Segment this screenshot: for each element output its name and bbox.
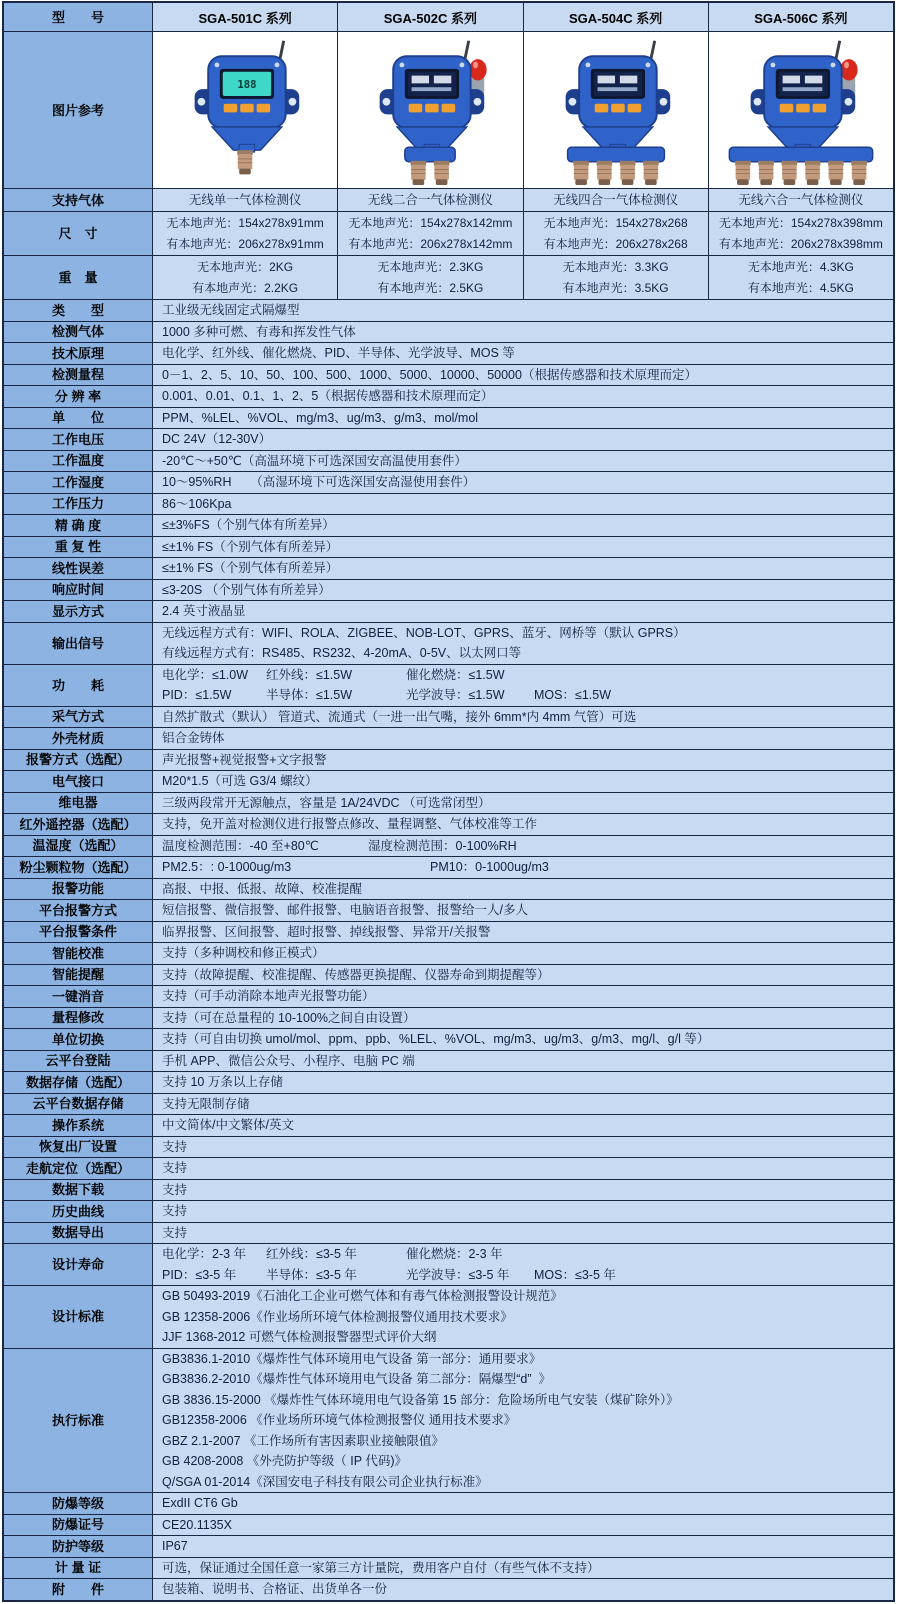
spec-row-36 — [4, 1114, 893, 1136]
spec-row-18 — [4, 727, 893, 749]
value-line: 铝合金铸体 — [162, 731, 225, 745]
value-segment — [534, 665, 893, 686]
row-label: 单位切换 — [4, 1029, 152, 1050]
spec-row-30 — [4, 985, 893, 1007]
model-value-1-3 — [708, 212, 893, 255]
value-line: 无线单一气体检测仪 — [188, 192, 302, 207]
value-line: 支持（可自由切换 umol/mol、ppm、ppb、%LEL、%VOL、mg/m3、ug/m3、g/m3、mg/l、g/l 等） — [162, 1032, 710, 1046]
row-label: 输出信号 — [4, 623, 152, 664]
spec-row-20 — [4, 770, 893, 792]
spec-value-cell — [152, 707, 893, 728]
device-1-sensor-illustration — [152, 33, 337, 186]
spec-row-48 — [4, 1557, 893, 1579]
spec-value-cell — [152, 1558, 893, 1579]
spec-row-22 — [4, 813, 893, 835]
spec-row-1 — [4, 321, 893, 343]
value-line: 临界报警、区间报警、超时报警、掉线报警、异常开/关报警 — [162, 924, 491, 939]
model-row-label: 型 号 — [4, 3, 152, 31]
row-label: 设计寿命 — [4, 1244, 152, 1285]
spec-value-cell — [152, 623, 893, 664]
value-segment: 光学波导：≤1.5W — [406, 688, 505, 702]
value-line: 10～95%RH （高湿环境下可选深国安高湿使用套件） — [162, 475, 476, 489]
spec-value-cell — [152, 750, 893, 771]
value-line: 支持（可手动消除本地声光报警功能） — [162, 989, 375, 1003]
row-label: 云平台数据存储 — [4, 1094, 152, 1115]
model-header-2: SGA-502C 系列 — [337, 3, 522, 31]
image-row — [4, 31, 893, 188]
model-value-0-0 — [152, 189, 337, 211]
row-label: 防护等级 — [4, 1536, 152, 1557]
value-line: JJF 1368-2012 可燃气体检测报警器型式评价大纲 — [162, 1330, 437, 1344]
row-label: 采气方式 — [4, 707, 152, 728]
value-line: ≤±1% FS（个别气体有所差异） — [162, 561, 339, 575]
spec-row-39 — [4, 1179, 893, 1201]
value-grid-line — [162, 1244, 893, 1265]
spec-value-cell — [152, 879, 893, 900]
value-segment: 半导体：≤1.5W — [266, 688, 353, 702]
value-line: 手机 APP、微信公众号、小程序、电脑 PC 端 — [162, 1053, 415, 1068]
row-label: 平台报警方式 — [4, 900, 152, 921]
row-label: 智能校准 — [4, 943, 152, 964]
value-segment: 电化学：2-3 年 — [162, 1247, 247, 1261]
value-line: 支持 — [162, 1182, 188, 1197]
row-label: 工作压力 — [4, 494, 152, 515]
spec-value-cell — [152, 601, 893, 622]
value-line: GB12358-2006 《作业场所环境气体检测报警仪 通用技术要求》 — [162, 1413, 517, 1427]
model-row-2 — [4, 255, 893, 299]
value-segment: 半导体：≤3-5 年 — [266, 1267, 357, 1282]
value-grid-line — [162, 836, 893, 857]
row-label: 检测气体 — [4, 322, 152, 343]
device-2-sensor-illustration — [337, 33, 522, 186]
spec-row-29 — [4, 964, 893, 986]
model-value-0-1 — [337, 189, 522, 211]
value-line: GB 3836.15-2000 《爆炸性气体环境用电气设备第 15 部分：危险场所电气安装（煤矿除外）》 — [162, 1392, 679, 1407]
spec-value-cell — [152, 494, 893, 515]
value-line: 无线二合一气体检测仪 — [367, 192, 493, 207]
row-label: 智能提醒 — [4, 965, 152, 986]
row-label: 红外遥控器（选配） — [4, 814, 152, 835]
row-label: 电气接口 — [4, 771, 152, 792]
value-line: 包装箱、说明书、合格证、出货单各一份 — [162, 1582, 388, 1596]
spec-value-cell — [152, 1536, 893, 1557]
spec-value-cell — [152, 408, 893, 429]
value-line: GB3836.1-2010《爆炸性气体环境用电气设备 第一部分：通用要求》 — [162, 1351, 542, 1366]
value-segment: 催化燃烧：2-3 年 — [406, 1247, 503, 1261]
svg-text:188: 188 — [237, 78, 257, 92]
row-label: 防爆证号 — [4, 1515, 152, 1536]
spec-row-10 — [4, 514, 893, 536]
spec-row-3 — [4, 364, 893, 386]
spec-value-cell — [152, 857, 893, 878]
spec-value-cell — [152, 1137, 893, 1158]
value-grid-line — [162, 1265, 893, 1286]
spec-row-12 — [4, 557, 893, 579]
value-line: 无本地声光：4.3KG — [747, 260, 854, 274]
spec-value-cell — [152, 1515, 893, 1536]
model-value-1-2 — [523, 212, 708, 255]
value-line: DC 24V（12-30V） — [162, 432, 272, 446]
spec-value-cell — [152, 537, 893, 558]
spec-value-cell — [152, 322, 893, 343]
row-label: 工作湿度 — [4, 472, 152, 493]
model-header-4: SGA-506C 系列 — [708, 3, 893, 31]
spec-row-5 — [4, 407, 893, 429]
row-label: 设计标准 — [4, 1286, 152, 1348]
value-line: CE20.1135X — [162, 1517, 232, 1532]
value-line: 0－1、2、5、10、50、100、500、1000、5000、10000、50000（根据传感器和技术原理而定） — [162, 367, 697, 382]
row-label: 报警方式（选配） — [4, 750, 152, 771]
value-line: 支持 — [162, 1204, 188, 1218]
spec-table — [2, 1, 895, 1602]
row-label: 一键消音 — [4, 986, 152, 1007]
spec-value-cell — [152, 1349, 893, 1493]
row-label: 量程修改 — [4, 1008, 152, 1029]
spec-row-42 — [4, 1243, 893, 1285]
value-line: GB 50493-2019《石油化工企业可燃气体和有毒气体检测报警设计规范》 — [162, 1289, 563, 1303]
value-line: 工业级无线固定式隔爆型 — [162, 303, 300, 317]
spec-row-23 — [4, 835, 893, 857]
spec-row-38 — [4, 1157, 893, 1179]
spec-value-cell — [152, 943, 893, 964]
value-line: GB3836.2-2010《爆炸性气体环境用电气设备 第二部分：隔爆型“d” 》 — [162, 1372, 551, 1386]
row-label: 报警功能 — [4, 879, 152, 900]
value-line: 中文简体/中文繁体/英文 — [162, 1118, 294, 1132]
row-label: 重 量 — [4, 256, 152, 299]
spec-row-32 — [4, 1028, 893, 1050]
device-4-sensor-illustration — [523, 33, 708, 186]
row-label: 外壳材质 — [4, 728, 152, 749]
value-segment: 红外线：≤1.5W — [266, 667, 353, 682]
value-line: 1000 多种可燃、有毒和挥发性气体 — [162, 324, 356, 339]
spec-value-cell — [152, 558, 893, 579]
row-label: 数据下载 — [4, 1180, 152, 1201]
value-line: GB 4208-2008 《外壳防护等级（ IP 代码)》 — [162, 1454, 407, 1468]
spec-row-26 — [4, 899, 893, 921]
value-segment: PID：≤3-5 年 — [162, 1267, 237, 1282]
value-line: -20℃～+50℃（高温环境下可选深国安高温使用套件） — [162, 453, 467, 468]
model-value-1-0 — [152, 212, 337, 255]
spec-value-cell — [152, 814, 893, 835]
model-value-2-0 — [152, 256, 337, 299]
spec-row-15 — [4, 622, 893, 664]
spec-row-7 — [4, 450, 893, 472]
value-line: 无线远程方式有：WIFI、ROLA、ZIGBEE、NOB-LOT、GPRS、蓝牙、网桥等（默认 GPRS） — [162, 625, 686, 640]
value-segment: 红外线：≤3-5 年 — [266, 1247, 357, 1261]
device-6-sensor-illustration — [708, 33, 893, 186]
value-line: 支持（可在总量程的 10-100%之间自由设置） — [162, 1010, 416, 1025]
spec-row-35 — [4, 1093, 893, 1115]
spec-row-46 — [4, 1514, 893, 1536]
value-line: GBZ 2.1-2007 《工作场所有害因素职业接触限值》 — [162, 1433, 444, 1448]
device-4-sensor-cell — [523, 32, 708, 188]
value-segment: 湿度检测范围：0-100%RH — [368, 838, 517, 853]
spec-row-27 — [4, 921, 893, 943]
spec-value-cell — [152, 1115, 893, 1136]
spec-row-33 — [4, 1050, 893, 1072]
spec-value-cell — [152, 386, 893, 407]
value-line: 86～106Kpa — [162, 496, 232, 511]
value-line: PPM、%LEL、%VOL、mg/m3、ug/m3、g/m3、mol/mol — [162, 410, 479, 425]
model-value-0-2 — [523, 189, 708, 211]
value-line: 0.001、0.01、0.1、1、2、5（根据传感器和技术原理而定） — [162, 389, 494, 403]
value-line: 无本地声光：154x278x91mm — [166, 216, 324, 230]
spec-row-49 — [4, 1578, 893, 1600]
spec-value-cell — [152, 836, 893, 857]
device-2-sensor-cell — [337, 32, 522, 188]
value-line: 支持 — [162, 1139, 188, 1154]
spec-value-cell — [152, 1180, 893, 1201]
spec-row-8 — [4, 471, 893, 493]
spec-value-cell — [152, 793, 893, 814]
value-line: 有本地声光：206x278x268 — [543, 236, 688, 251]
value-grid-line — [162, 665, 893, 686]
device-6-sensor-cell — [708, 32, 893, 188]
value-line: 声光报警+视觉报警+文字报警 — [162, 752, 327, 767]
value-grid-line — [162, 857, 893, 878]
value-line: 有线远程方式有：RS485、RS232、4-20mA、0-5V、以太网口等 — [162, 646, 522, 660]
spec-row-17 — [4, 706, 893, 728]
spec-value-cell — [152, 665, 893, 706]
model-value-2-2 — [523, 256, 708, 299]
model-row-1 — [4, 211, 893, 255]
model-value-0-3 — [708, 189, 893, 211]
row-label: 分 辨 率 — [4, 386, 152, 407]
value-grid-line — [162, 685, 893, 706]
value-segment — [534, 1244, 893, 1265]
row-label: 云平台登陆 — [4, 1051, 152, 1072]
spec-row-40 — [4, 1200, 893, 1222]
spec-row-21 — [4, 792, 893, 814]
spec-row-9 — [4, 493, 893, 515]
value-line: Q/SGA 01-2014《深国安电子科技有限公司企业执行标准》 — [162, 1474, 488, 1489]
spec-value-cell — [152, 1286, 893, 1348]
model-header-3: SGA-504C 系列 — [523, 3, 708, 31]
spec-row-2 — [4, 342, 893, 364]
value-line: 无本地声光：2.3KG — [377, 260, 484, 274]
spec-value-cell — [152, 1493, 893, 1514]
spec-value-cell — [152, 515, 893, 536]
spec-row-41 — [4, 1222, 893, 1244]
value-line: 支持 10 万条以上存储 — [162, 1075, 283, 1089]
value-line: 有本地声光：206x278x91mm — [166, 236, 324, 251]
row-label: 操作系统 — [4, 1115, 152, 1136]
spec-value-cell — [152, 1244, 893, 1285]
value-line: 支持 — [162, 1161, 188, 1175]
value-line: 支持 — [162, 1225, 188, 1240]
spec-row-19 — [4, 749, 893, 771]
value-line: 无本地声光：154x278x142mm — [348, 216, 513, 230]
value-line: 无线四合一气体检测仪 — [553, 192, 679, 207]
value-segment: MOS：≤3-5 年 — [534, 1267, 616, 1282]
spec-value-cell — [152, 1029, 893, 1050]
spec-value-cell — [152, 1008, 893, 1029]
spec-row-25 — [4, 878, 893, 900]
value-segment: PM2.5：: 0-1000ug/m3 — [162, 860, 292, 874]
value-line: GB 12358-2006《作业场所环境气体检测报警仪通用技术要求》 — [162, 1309, 513, 1324]
spec-value-cell — [152, 771, 893, 792]
spec-value-cell — [152, 728, 893, 749]
spec-row-13 — [4, 579, 893, 601]
value-line: 无本地声光：3.3KG — [562, 260, 669, 274]
spec-row-4 — [4, 385, 893, 407]
spec-value-cell — [152, 472, 893, 493]
spec-value-cell — [152, 365, 893, 386]
spec-row-34 — [4, 1071, 893, 1093]
spec-value-cell — [152, 1158, 893, 1179]
model-value-1-1 — [337, 212, 522, 255]
value-line: 电化学、红外线、催化燃烧、PID、半导体、光学波导、MOS 等 — [162, 346, 515, 360]
value-line: 无本地声光：154x278x268 — [543, 216, 688, 230]
row-label: 响应时间 — [4, 580, 152, 601]
row-label: 工作温度 — [4, 451, 152, 472]
row-label: 数据存储（选配） — [4, 1072, 152, 1093]
spec-value-cell — [152, 580, 893, 601]
row-label: 走航定位（选配） — [4, 1158, 152, 1179]
row-label: 工作电压 — [4, 429, 152, 450]
value-line: 无线六合一气体检测仪 — [738, 192, 864, 207]
row-label: 检测量程 — [4, 365, 152, 386]
value-segment: 光学波导：≤3-5 年 — [406, 1267, 510, 1282]
spec-row-14 — [4, 600, 893, 622]
row-label: 线性误差 — [4, 558, 152, 579]
value-line: 有本地声光：2.5KG — [377, 280, 484, 295]
value-segment: 温度检测范围：-40 至+80℃ — [162, 838, 319, 853]
value-line: 有本地声光：4.5KG — [747, 280, 854, 295]
value-line: 支持无限制存储 — [162, 1096, 250, 1111]
row-label: 维电器 — [4, 793, 152, 814]
spec-row-0 — [4, 299, 893, 321]
row-label: 技术原理 — [4, 343, 152, 364]
spec-row-37 — [4, 1136, 893, 1158]
spec-value-cell — [152, 965, 893, 986]
row-label: 功 耗 — [4, 665, 152, 706]
spec-value-cell — [152, 986, 893, 1007]
value-line: ≤3-20S （个别气体有所差异） — [162, 582, 331, 597]
spec-row-11 — [4, 536, 893, 558]
value-line: 2.4 英寸液晶显 — [162, 604, 246, 618]
value-segment: 电化学：≤1.0W — [162, 667, 249, 682]
value-line: 有本地声光：2.2KG — [192, 280, 299, 295]
value-line: 有本地声光：206x278x398mm — [718, 236, 883, 251]
row-label: 精 确 度 — [4, 515, 152, 536]
model-header-1: SGA-501C 系列 — [152, 3, 337, 31]
spec-value-cell — [152, 900, 893, 921]
value-line: 支持（故障提醒、校准提醒、传感器更换提醒、仪器寿命到期提醒等） — [162, 967, 550, 982]
value-line: 高报、中报、低报、故障、校准提醒 — [162, 881, 363, 896]
row-label: 防爆等级 — [4, 1493, 152, 1514]
value-line: 有本地声光：206x278x142mm — [348, 236, 513, 251]
spec-row-44 — [4, 1348, 893, 1493]
spec-row-16 — [4, 664, 893, 706]
row-label: 附 件 — [4, 1579, 152, 1600]
spec-value-cell — [152, 1051, 893, 1072]
value-line: IP67 — [162, 1539, 188, 1553]
value-line: ExdII CT6 Gb — [162, 1496, 238, 1510]
spec-value-cell — [152, 922, 893, 943]
spec-row-6 — [4, 428, 893, 450]
row-label: 类 型 — [4, 300, 152, 321]
value-segment: PID：≤1.5W — [162, 688, 232, 702]
value-line: 自然扩散式（默认） 管道式、流通式（一进一出气嘴，接外 6mm*内 4mm 气管）可选 — [162, 709, 637, 724]
value-line: 无本地声光：2KG — [197, 260, 294, 274]
row-label: 粉尘颗粒物（选配） — [4, 857, 152, 878]
model-row-0 — [4, 188, 893, 211]
value-line: 有本地声光：3.5KG — [562, 280, 669, 295]
spec-row-45 — [4, 1492, 893, 1514]
spec-value-cell — [152, 1579, 893, 1600]
row-label: 尺 寸 — [4, 212, 152, 255]
value-segment: 催化燃烧：≤1.5W — [406, 667, 505, 682]
row-label: 显示方式 — [4, 601, 152, 622]
row-label: 温湿度（选配） — [4, 836, 152, 857]
spec-row-28 — [4, 942, 893, 964]
spec-row-43 — [4, 1285, 893, 1348]
value-line: 支持，免开盖对检测仪进行报警点修改、量程调整、气体校准等工作 — [162, 817, 538, 831]
model-value-2-3 — [708, 256, 893, 299]
spec-value-cell — [152, 1072, 893, 1093]
row-label: 历史曲线 — [4, 1201, 152, 1222]
value-line: M20*1.5（可选 G3/4 螺纹） — [162, 774, 318, 788]
value-line: 支持（多种调校和修正模式） — [162, 946, 325, 960]
value-line: 可选，保证通过全国任意一家第三方计量院，费用客户自付（有些气体不支持） — [162, 1560, 600, 1575]
value-segment: PM10：0-1000ug/m3 — [430, 860, 549, 874]
spec-value-cell — [152, 1094, 893, 1115]
value-line: ≤±3%FS（个别气体有所差异） — [162, 518, 335, 532]
row-label: 单 位 — [4, 408, 152, 429]
value-line: ≤±1% FS（个别气体有所差异） — [162, 539, 339, 554]
value-line: 短信报警、微信报警、邮件报警、电脑语音报警、报警给一人/多人 — [162, 903, 528, 917]
row-label: 重 复 性 — [4, 537, 152, 558]
spec-row-47 — [4, 1535, 893, 1557]
value-line: 无本地声光：154x278x398mm — [718, 216, 883, 230]
row-label: 恢复出厂设置 — [4, 1137, 152, 1158]
spec-value-cell — [152, 300, 893, 321]
value-line: 三级两段常开无源触点，容量是 1A/24VDC （可选常闭型） — [162, 795, 491, 810]
spec-value-cell — [152, 343, 893, 364]
row-label: 数据导出 — [4, 1223, 152, 1244]
row-label: 支持气体 — [4, 189, 152, 211]
spec-value-cell — [152, 1223, 893, 1244]
spec-value-cell — [152, 1201, 893, 1222]
spec-value-cell — [152, 429, 893, 450]
header-row — [4, 3, 893, 31]
value-segment: MOS：≤1.5W — [534, 688, 612, 702]
spec-value-cell — [152, 451, 893, 472]
spec-row-24 — [4, 856, 893, 878]
image-row-label: 图片参考 — [4, 32, 152, 188]
row-label: 执行标准 — [4, 1349, 152, 1493]
row-label: 平台报警条件 — [4, 922, 152, 943]
device-1-sensor-cell — [152, 32, 337, 188]
row-label: 计 量 证 — [4, 1558, 152, 1579]
model-value-2-1 — [337, 256, 522, 299]
spec-row-31 — [4, 1007, 893, 1029]
